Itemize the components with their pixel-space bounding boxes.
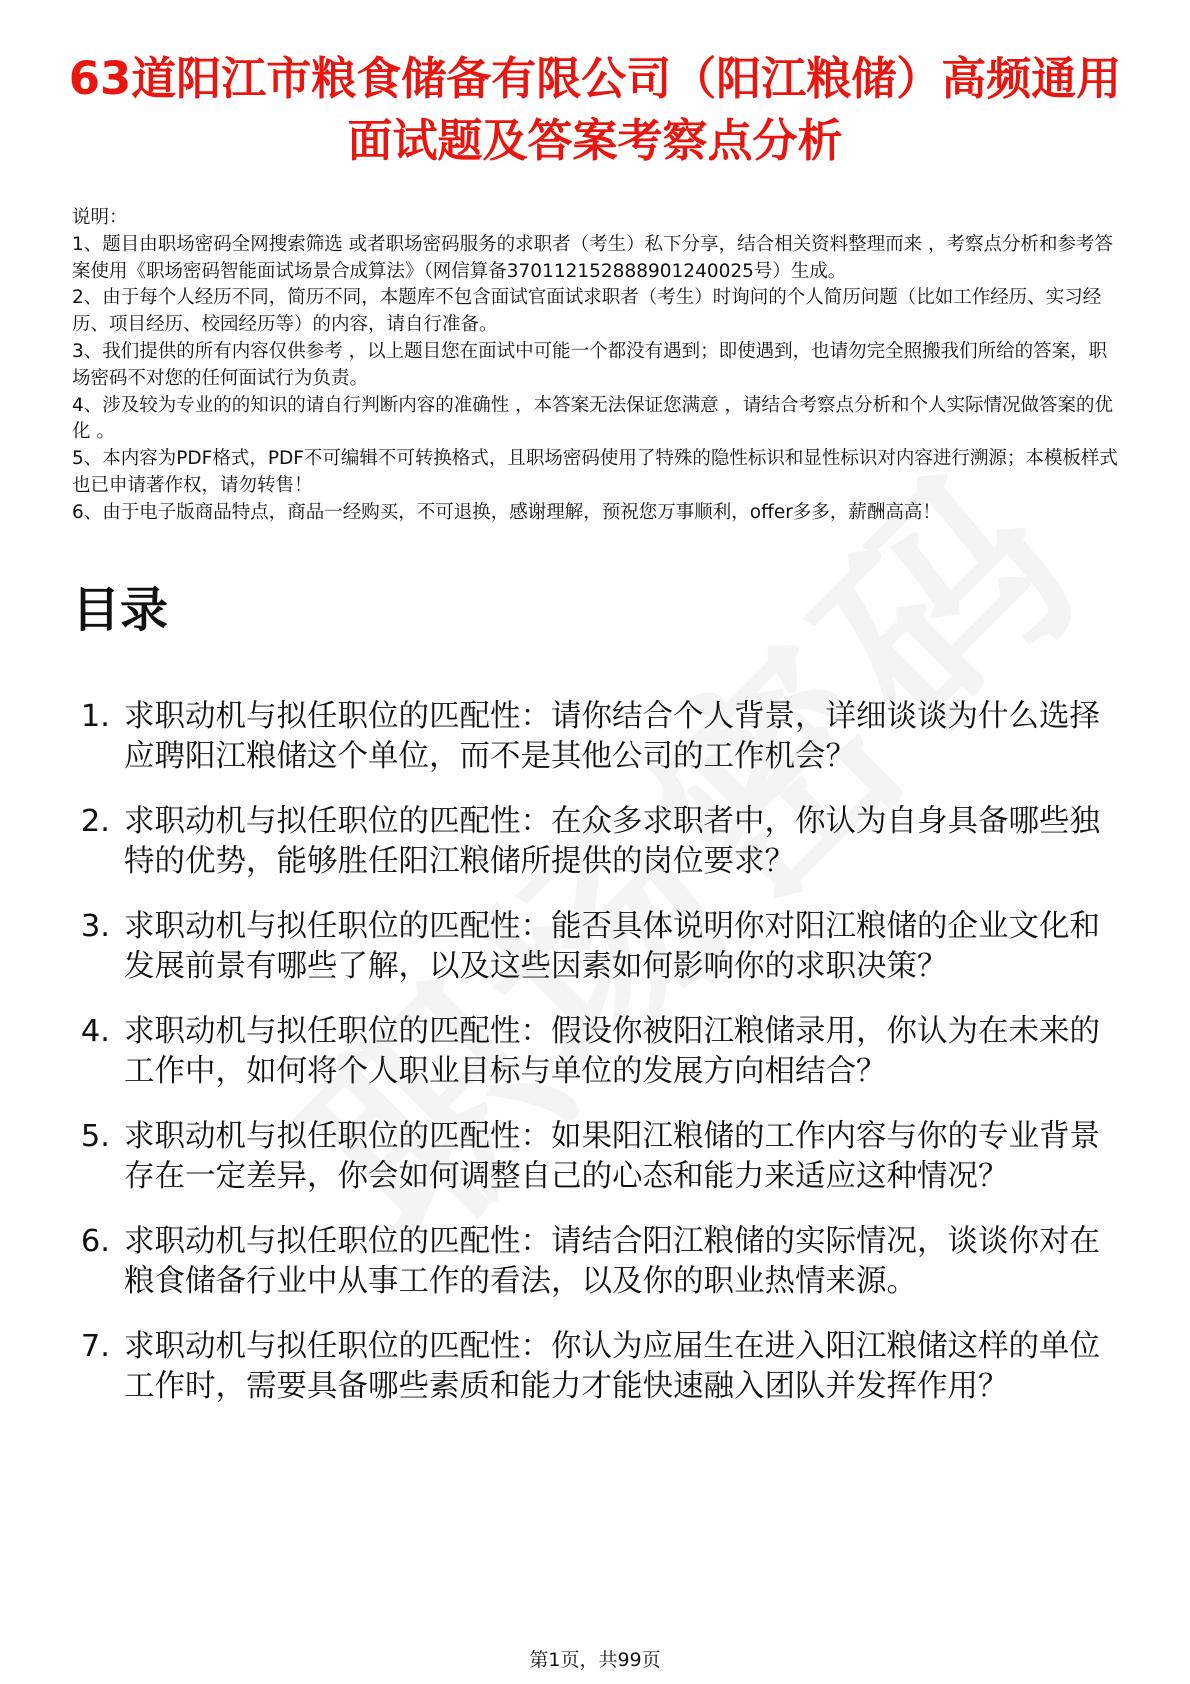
toc-item-number: 5. xyxy=(80,1119,110,1154)
toc-item-text[interactable]: 求职动机与拟任职位的匹配性：能否具体说明你对阳江粮储的企业文化和发展前景有哪些了解，以及这些因素如何影响你的求职决策？ xyxy=(124,909,1100,984)
page-footer: 第1页，共99页 xyxy=(529,1649,661,1671)
toc-item-number: 2. xyxy=(80,804,110,839)
toc-item[interactable] xyxy=(72,1117,1118,1197)
document-title: 63道阳江市粮食储备有限公司（阳江粮储）高频通用面试题及答案考察点分析 xyxy=(68,52,1122,167)
toc-item-text[interactable]: 求职动机与拟任职位的匹配性：你认为应届生在进入阳江粮储这样的单位工作时，需要具备哪些素质和能力才能快速融入团队并发挥作用？ xyxy=(124,1329,1100,1404)
table-of-contents xyxy=(72,697,1118,1432)
note-item: 3、我们提供的所有内容仅供参考 ，以上题目您在面试中可能一个都没有遇到；即使遇到，也请勿完全照搬我们所给的答案，职场密码不对您的任何面试行为负责。 xyxy=(72,340,1108,389)
note-item: 1、题目由职场密码全网搜索筛选 或者职场密码服务的求职者（考生）私下分享，结合相关资料整理而来 ，考察点分析和参考答案使用《职场密码智能面试场景合成算法》（网信算备370112152888901240025号）生成。 xyxy=(72,233,1114,282)
notes-heading: 说明： xyxy=(72,207,128,228)
note-item: 6、由于电子版商品特点，商品一经购买，不可退换，感谢理解，预祝您万事顺利，offer多多，薪酬高高！ xyxy=(72,501,941,523)
note-item: 2、由于每个人经历不同，简历不同，本题库不包含面试官面试求职者（考生）时询问的个人简历问题（比如工作经历、实习经历、项目经历、校园经历等）的内容，请自行准备。 xyxy=(72,287,1102,336)
toc-item-number: 3. xyxy=(80,909,110,944)
toc-item-text[interactable]: 求职动机与拟任职位的匹配性：假设你被阳江粮储录用，你认为在未来的工作中，如何将个人职业目标与单位的发展方向相结合？ xyxy=(124,1014,1100,1089)
toc-item[interactable] xyxy=(72,697,1118,777)
toc-heading: 目录 xyxy=(72,582,169,638)
toc-item-number: 7. xyxy=(80,1329,110,1364)
note-item: 5、本内容为PDF格式，PDF不可编辑不可转换格式，且职场密码使用了特殊的隐性标识和显性标识对内容进行溯源；本模板样式也已申请著作权，请勿转售！ xyxy=(72,448,1118,496)
toc-item[interactable] xyxy=(72,1012,1118,1092)
toc-item-text[interactable]: 求职动机与拟任职位的匹配性：请你结合个人背景，详细谈谈为什么选择应聘阳江粮储这个单位，而不是其他公司的工作机会？ xyxy=(124,699,1100,774)
toc-item[interactable] xyxy=(72,802,1118,882)
toc-item-number: 1. xyxy=(80,699,110,734)
note-item: 4、涉及较为专业的的知识的请自行判断内容的准确性 ，本答案无法保证您满意 ，请结合考察点分析和个人实际情况做答案的优化 。 xyxy=(72,394,1114,443)
toc-item-number: 4. xyxy=(80,1014,110,1049)
notes-section xyxy=(72,205,1118,527)
toc-item-text[interactable]: 求职动机与拟任职位的匹配性：请结合阳江粮储的实际情况，谈谈你对在粮食储备行业中从事工作的看法，以及你的职业热情来源。 xyxy=(124,1224,1100,1299)
toc-item-text[interactable]: 求职动机与拟任职位的匹配性：如果阳江粮储的工作内容与你的专业背景存在一定差异，你会如何调整自己的心态和能力来适应这种情况？ xyxy=(124,1119,1100,1194)
toc-item[interactable] xyxy=(72,1327,1118,1407)
toc-item-number: 6. xyxy=(80,1224,110,1259)
toc-item-text[interactable]: 求职动机与拟任职位的匹配性：在众多求职者中，你认为自身具备哪些独特的优势，能够胜任阳江粮储所提供的岗位要求？ xyxy=(124,804,1100,879)
toc-item[interactable] xyxy=(72,1222,1118,1302)
toc-item[interactable] xyxy=(72,907,1118,987)
